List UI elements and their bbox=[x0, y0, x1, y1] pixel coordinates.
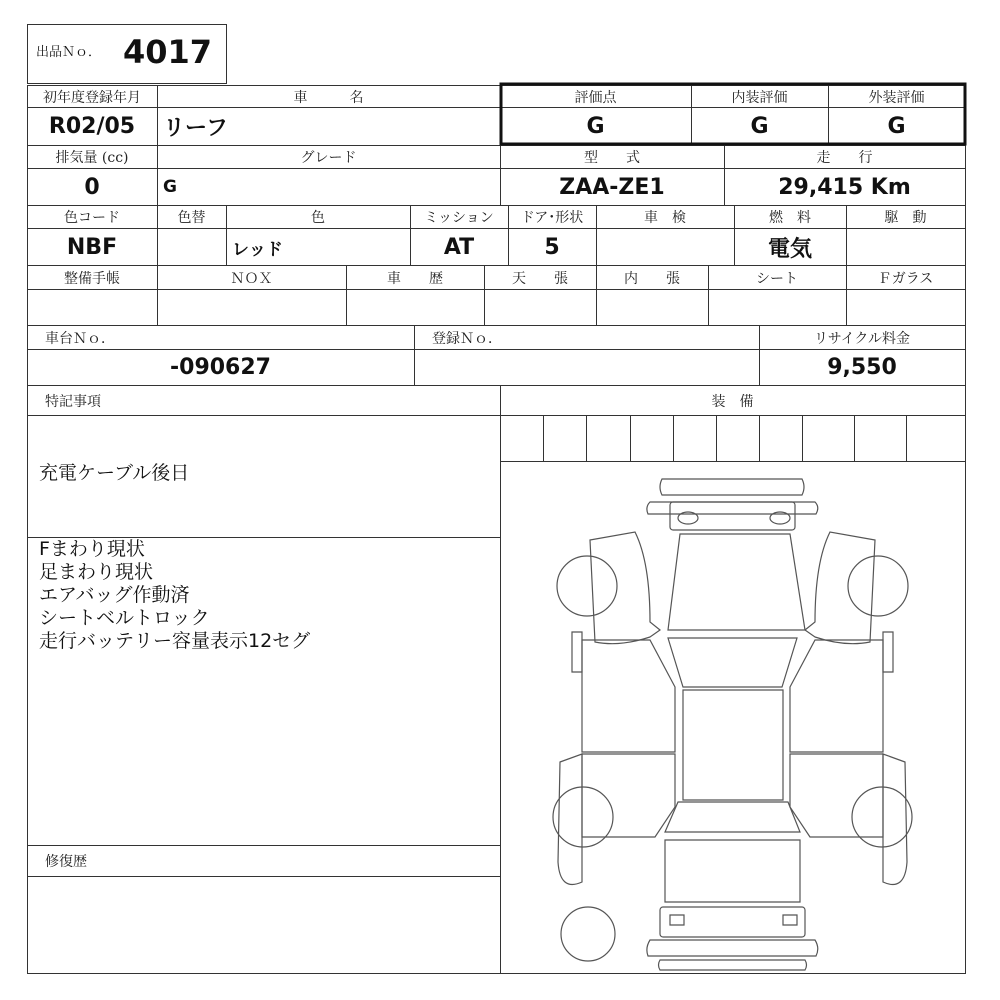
score-label: 評価点 bbox=[574, 89, 617, 106]
door-value: 5 bbox=[544, 234, 560, 260]
right-rear-door bbox=[790, 754, 883, 837]
right-front-fender bbox=[805, 532, 875, 644]
interior-score-label: 内装評価 bbox=[731, 89, 788, 106]
interior-trim-label: 内 張 bbox=[624, 270, 680, 287]
reg-no-label: 登録Ｎｏ． bbox=[432, 330, 502, 347]
left-front-wheel bbox=[557, 556, 617, 616]
interior-score-value: G bbox=[750, 114, 769, 139]
drive-value bbox=[846, 229, 965, 265]
front-grille bbox=[647, 502, 818, 514]
right-rear-fender bbox=[883, 754, 907, 885]
grade-label: グレード bbox=[300, 150, 357, 166]
windshield bbox=[668, 638, 797, 687]
bonnet bbox=[668, 534, 805, 630]
chassis-label: 車台Ｎｏ． bbox=[45, 330, 115, 347]
right-front-wheel bbox=[848, 556, 908, 616]
left-rear-door bbox=[582, 754, 675, 837]
first-reg-value: R02/05 bbox=[48, 114, 136, 139]
lot-label: 出品Ｎｏ． bbox=[36, 45, 102, 60]
notes-text-2: Fまわり現状 足まわり現状 エアバッグ作動済 シートベルトロック 走行バッテリー容量表示12セグ bbox=[39, 538, 311, 652]
rear-bumper-lower bbox=[659, 960, 807, 970]
left-front-door bbox=[582, 640, 675, 752]
equipment-label: 装 備 bbox=[711, 393, 754, 410]
left-mirror bbox=[572, 632, 582, 672]
color-code-label: 色コード bbox=[64, 210, 120, 226]
chassis-value: -090627 bbox=[170, 355, 271, 380]
maintenance-label: 整備手帳 bbox=[64, 270, 120, 287]
left-tail-light bbox=[670, 915, 684, 925]
color-change-value bbox=[157, 229, 226, 265]
right-rear-wheel bbox=[852, 787, 912, 847]
seat-label: シート bbox=[756, 270, 798, 287]
history-label: 車 歴 bbox=[387, 270, 443, 287]
color-change-label: 色替 bbox=[177, 210, 206, 226]
repair-history-label: 修復歴 bbox=[45, 854, 87, 870]
model-label: 型 式 bbox=[584, 150, 640, 166]
ceiling-label: 天 張 bbox=[512, 270, 568, 287]
inspection-value bbox=[596, 229, 734, 265]
color-code-value: NBF bbox=[66, 234, 118, 260]
recycle-value: 9,550 bbox=[827, 355, 897, 380]
rear-window bbox=[665, 802, 800, 832]
reg-no-value bbox=[414, 350, 759, 385]
left-rear-fender bbox=[558, 754, 582, 885]
right-mirror bbox=[883, 632, 893, 672]
inspection-label: 車 検 bbox=[644, 210, 686, 226]
car-name-label: 車 名 bbox=[293, 89, 364, 106]
model-value: ZAA-ZE1 bbox=[559, 174, 665, 200]
car-diagram bbox=[500, 462, 965, 973]
mileage-label: 走 行 bbox=[816, 150, 873, 166]
displacement-value: 0 bbox=[84, 174, 100, 200]
left-front-fender bbox=[590, 532, 660, 644]
recycle-label: リサイクル料金 bbox=[813, 330, 911, 347]
lot-number: 4017 bbox=[123, 33, 213, 71]
nox-label: ＮＯＸ bbox=[230, 270, 273, 287]
mission-label: ミッション bbox=[424, 210, 494, 226]
drive-label: 駆 動 bbox=[884, 210, 927, 226]
left-rear-wheel bbox=[553, 787, 613, 847]
first-reg-label: 初年度登録年月 bbox=[43, 89, 141, 106]
car-name-value: リーフ bbox=[163, 116, 228, 141]
trunk-lid bbox=[665, 840, 800, 902]
color-label: 色 bbox=[311, 210, 325, 226]
color-value: レッド bbox=[232, 239, 283, 260]
score-value: G bbox=[586, 114, 605, 139]
fuel-label: 燃 料 bbox=[769, 210, 811, 226]
notes-label: 特記事項 bbox=[45, 393, 101, 410]
door-label: ドア･形状 bbox=[520, 210, 584, 226]
grade-value: G bbox=[163, 177, 177, 197]
mission-value: AT bbox=[443, 234, 475, 260]
exterior-score-label: 外装評価 bbox=[868, 89, 925, 106]
rear-bumper bbox=[647, 940, 818, 956]
mileage-value: 29,415 Km bbox=[778, 174, 911, 200]
fglass-label: Ｆガラス bbox=[877, 270, 934, 287]
roof bbox=[683, 690, 783, 800]
fuel-value: 電気 bbox=[767, 236, 812, 262]
displacement-label: 排気量 (cc) bbox=[55, 150, 129, 166]
notes-text-1: 充電ケーブル後日 bbox=[39, 462, 190, 484]
spare-tire bbox=[561, 907, 615, 961]
right-front-door bbox=[790, 640, 883, 752]
right-tail-light bbox=[783, 915, 797, 925]
front-panel bbox=[670, 502, 795, 530]
exterior-score-value: G bbox=[887, 114, 906, 139]
front-bumper bbox=[660, 479, 804, 495]
